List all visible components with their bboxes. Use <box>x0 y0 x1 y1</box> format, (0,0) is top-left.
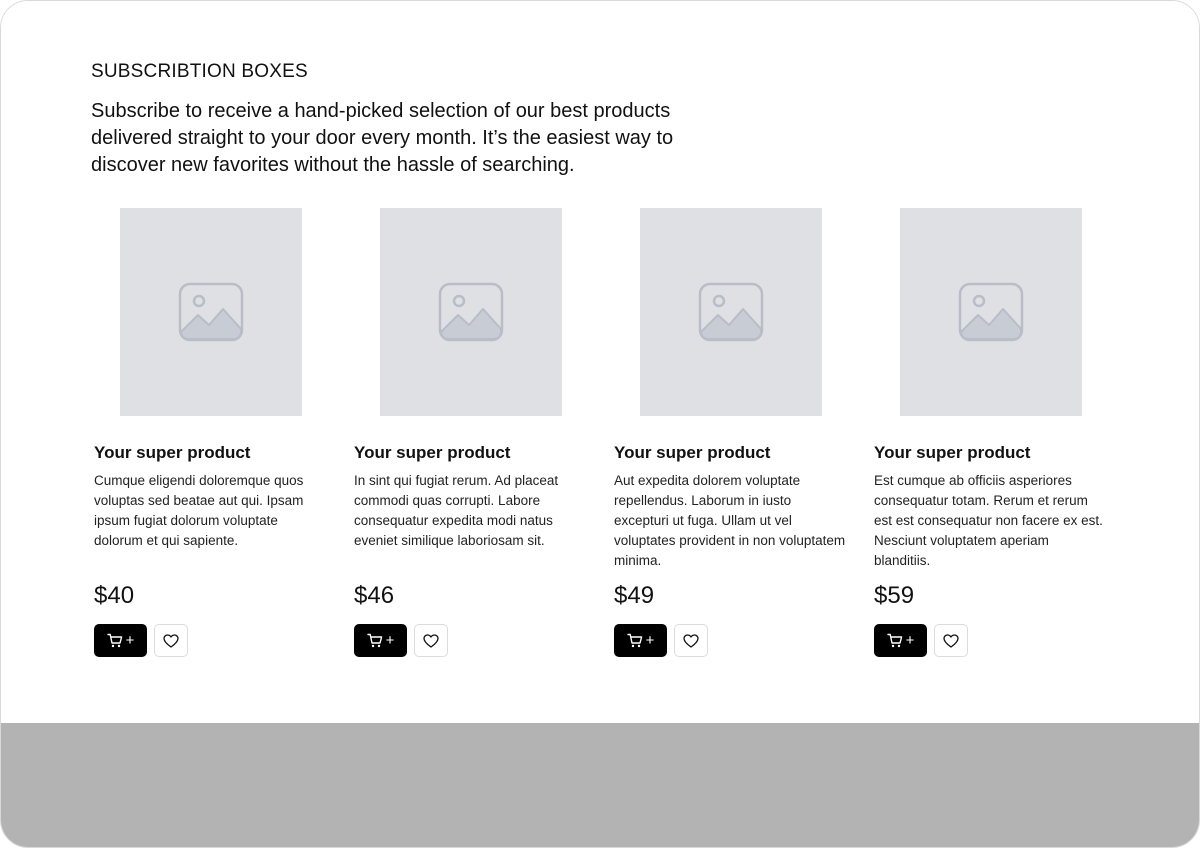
cart-icon <box>887 633 903 648</box>
cart-plus-label: + <box>125 632 135 649</box>
product-description: Est cumque ab officiis asperiores consequatur totam. Rerum et rerum est est consequatur non facere ex est. Nesciunt voluptatem aperiam blanditiis. <box>874 473 1103 568</box>
image-placeholder-icon <box>178 282 244 342</box>
section-intro: Subscribe to receive a hand-picked selection of our best products delivered straight to your door every month. It’s the easiest way to discover new favorites without the hassle of searching. <box>91 100 674 176</box>
product-title: Your super product <box>614 443 771 462</box>
add-to-cart-button[interactable] <box>354 624 407 657</box>
cart-icon <box>107 633 123 648</box>
cart-icon <box>627 633 643 648</box>
product-price: $40 <box>94 582 135 609</box>
image-placeholder-icon <box>438 282 504 342</box>
favorite-button[interactable] <box>674 624 708 657</box>
section-label: SUBSCRIBTION BOXES <box>91 61 308 82</box>
image-placeholder-icon <box>698 282 764 342</box>
product-card <box>354 208 584 668</box>
subscription-section <box>1 1 1199 723</box>
heart-icon <box>423 634 439 648</box>
product-title: Your super product <box>354 443 511 462</box>
add-to-cart-button[interactable] <box>874 624 927 657</box>
favorite-button[interactable] <box>154 624 188 657</box>
product-image-placeholder <box>640 208 822 416</box>
heart-icon <box>943 634 959 648</box>
product-card <box>94 208 324 668</box>
product-description: Cumque eligendi doloremque quos voluptas sed beatae aut qui. Ipsam ipsum fugiat dolorum voluptate dolorum et qui sapiente. <box>94 473 304 548</box>
favorite-button[interactable] <box>414 624 448 657</box>
product-image-placeholder <box>900 208 1082 416</box>
cart-plus-label: + <box>645 632 655 649</box>
cart-plus-label: + <box>385 632 395 649</box>
product-card <box>874 208 1104 668</box>
cart-icon <box>367 633 383 648</box>
heart-icon <box>683 634 699 648</box>
product-card <box>614 208 844 668</box>
image-placeholder-icon <box>958 282 1024 342</box>
add-to-cart-button[interactable] <box>614 624 667 657</box>
heart-icon <box>163 634 179 648</box>
product-price: $46 <box>354 582 395 609</box>
product-description: In sint qui fugiat rerum. Ad placeat commodi quas corrupti. Labore consequatur expedita modi natus eveniet similique laboriosam sit. <box>354 473 559 548</box>
product-title: Your super product <box>94 443 251 462</box>
product-title: Your super product <box>874 443 1031 462</box>
product-description: Aut expedita dolorem voluptate repellendus. Laborum in iusto excepturi ut fuga. Ullam ut vel voluptates provident in non voluptatem minima. <box>614 473 846 568</box>
add-to-cart-button[interactable] <box>94 624 147 657</box>
footer-placeholder <box>1 723 1199 847</box>
favorite-button[interactable] <box>934 624 968 657</box>
product-image-placeholder <box>380 208 562 416</box>
cart-plus-label: + <box>905 632 915 649</box>
product-price: $49 <box>614 582 655 609</box>
product-image-placeholder <box>120 208 302 416</box>
product-price: $59 <box>874 582 915 609</box>
